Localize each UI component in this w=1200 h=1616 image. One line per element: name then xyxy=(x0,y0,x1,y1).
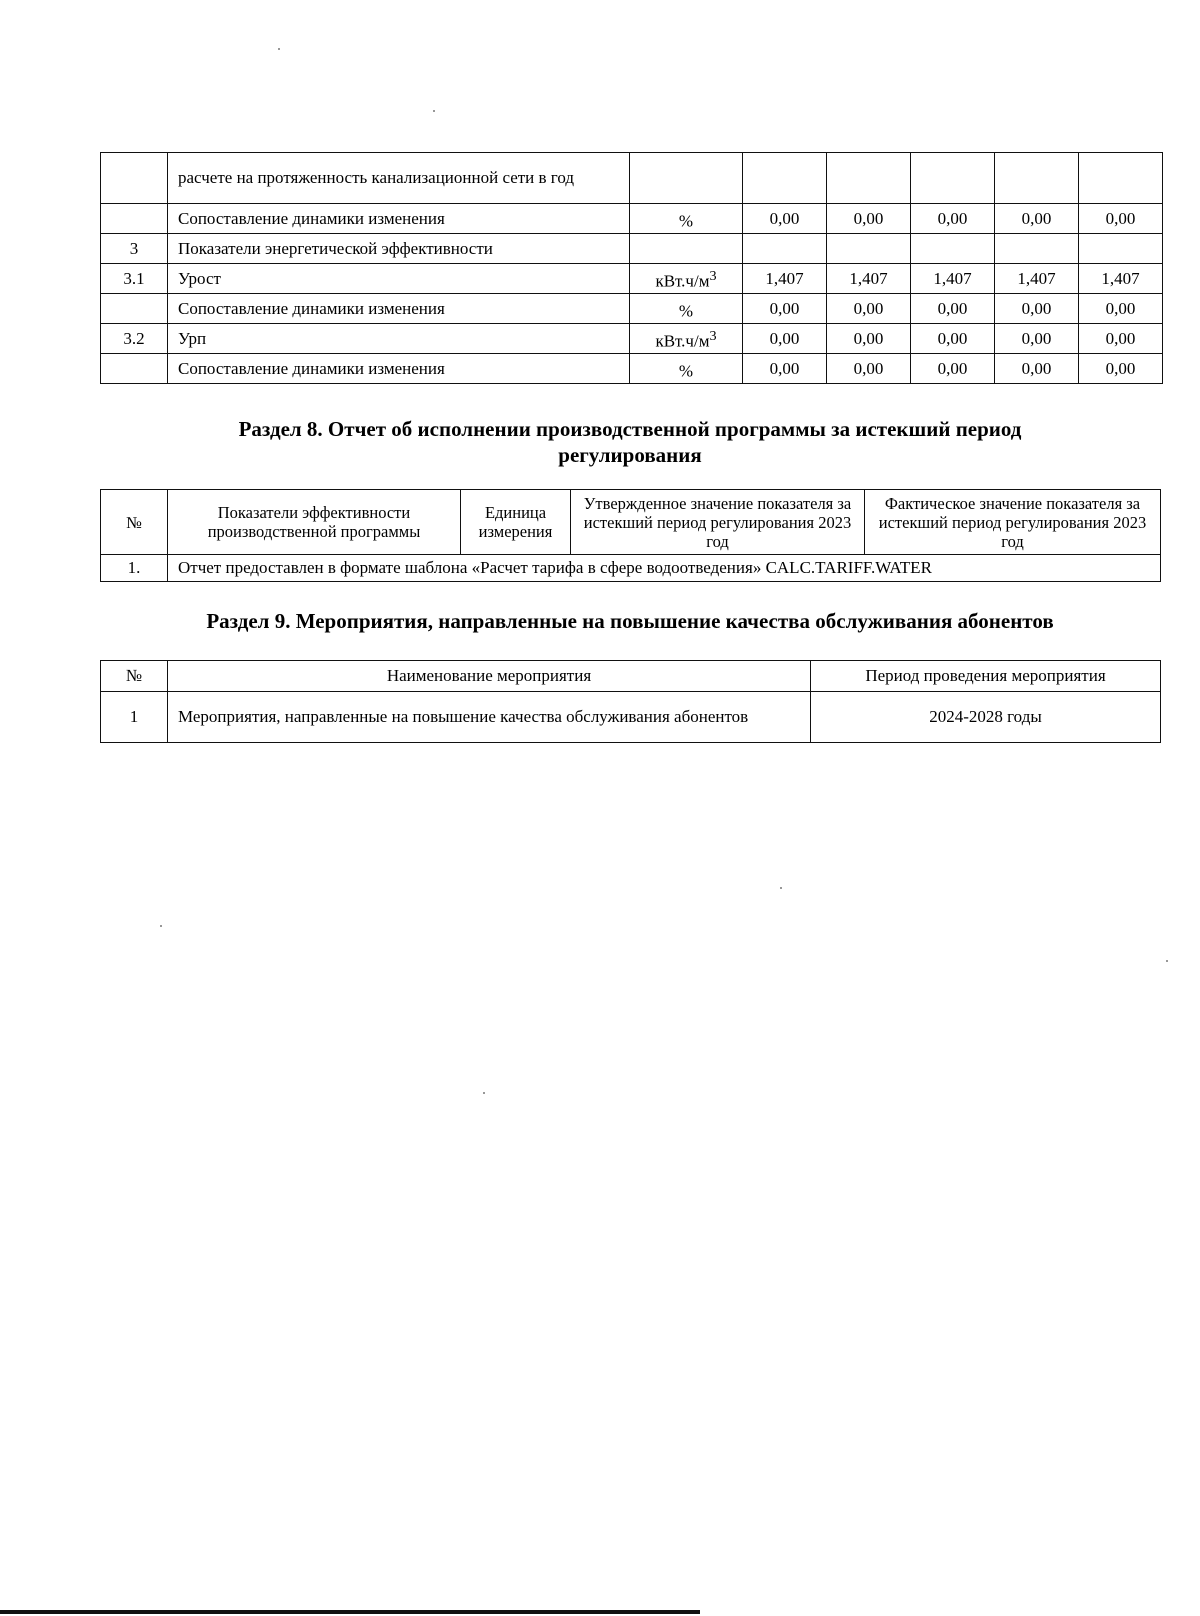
value-cell: 0,00 xyxy=(827,204,911,234)
value-cell: 0,00 xyxy=(743,204,827,234)
value-cell xyxy=(995,153,1079,204)
table-row xyxy=(101,324,1163,354)
indicators-table xyxy=(100,152,1163,384)
measure-name: Мероприятия, направленные на повышение качества обслуживания абонентов xyxy=(168,692,811,743)
value-cell xyxy=(743,234,827,264)
value-cell: 0,00 xyxy=(995,204,1079,234)
indicator-name: Сопоставление динамики изменения xyxy=(168,354,630,384)
table-header-row xyxy=(101,661,1161,692)
table-row xyxy=(101,264,1163,294)
value-cell: 0,00 xyxy=(911,294,995,324)
col-header-number: № xyxy=(101,661,168,692)
value-cell: 1,407 xyxy=(743,264,827,294)
unit-cell xyxy=(630,294,743,324)
section8-title-line2: регулирования xyxy=(558,443,702,467)
section9-table xyxy=(100,660,1161,743)
unit-text: кВт.ч/м xyxy=(655,331,710,351)
indicator-name: Урост xyxy=(168,264,630,294)
row-number: 3.2 xyxy=(101,324,168,354)
section8-title xyxy=(100,416,1160,468)
scan-speck xyxy=(780,887,782,889)
indicator-name: расчете на протяженность канализационной сети в год xyxy=(168,153,630,204)
row-number xyxy=(101,204,168,234)
value-cell: 0,00 xyxy=(827,324,911,354)
value-cell: 0,00 xyxy=(911,324,995,354)
unit-text: % xyxy=(678,361,694,381)
col-header-period: Период проведения мероприятия xyxy=(811,661,1161,692)
value-cell: 1,407 xyxy=(1079,264,1163,294)
value-cell xyxy=(911,234,995,264)
section8-table xyxy=(100,489,1161,582)
scan-speck xyxy=(160,925,162,927)
value-cell xyxy=(827,234,911,264)
measure-period: 2024-2028 годы xyxy=(811,692,1161,743)
unit-superscript: 3 xyxy=(709,327,717,344)
value-cell: 0,00 xyxy=(1079,204,1163,234)
value-cell: 0,00 xyxy=(911,354,995,384)
value-cell: 0,00 xyxy=(743,324,827,354)
value-cell xyxy=(1079,234,1163,264)
unit-cell xyxy=(630,234,743,264)
row-number: 3.1 xyxy=(101,264,168,294)
value-cell xyxy=(827,153,911,204)
table-row xyxy=(101,555,1161,582)
value-cell: 0,00 xyxy=(743,294,827,324)
value-cell: 0,00 xyxy=(827,294,911,324)
value-cell: 0,00 xyxy=(1079,354,1163,384)
scan-speck xyxy=(278,48,280,50)
value-cell: 0,00 xyxy=(1079,294,1163,324)
indicator-name: Сопоставление динамики изменения xyxy=(168,294,630,324)
section8-title-line1: Раздел 8. Отчет об исполнении производственной программы за истекший период xyxy=(238,417,1022,441)
row-number: 1. xyxy=(101,555,168,582)
unit-cell xyxy=(630,264,743,294)
table-row xyxy=(101,354,1163,384)
col-header-unit: Единица измерения xyxy=(461,490,571,555)
table-row xyxy=(101,294,1163,324)
table-row xyxy=(101,204,1163,234)
col-header-approved-value: Утвержденное значение показателя за истекший период регулирования 2023 год xyxy=(571,490,865,555)
row-number xyxy=(101,153,168,204)
unit-cell xyxy=(630,324,743,354)
value-cell: 0,00 xyxy=(1079,324,1163,354)
value-cell xyxy=(995,234,1079,264)
row-number: 3 xyxy=(101,234,168,264)
row-number xyxy=(101,354,168,384)
unit-text: % xyxy=(678,301,694,321)
unit-cell xyxy=(630,354,743,384)
scan-speck xyxy=(433,110,435,112)
table-row xyxy=(101,692,1161,743)
value-cell xyxy=(1079,153,1163,204)
unit-superscript: 3 xyxy=(709,267,717,284)
section9-title-text: Раздел 9. Мероприятия, направленные на повышение качества обслуживания абонентов xyxy=(206,609,1054,633)
value-cell: 0,00 xyxy=(995,294,1079,324)
report-note: Отчет предоставлен в формате шаблона «Расчет тарифа в сфере водоотведения» CALC.TARIFF.WATER xyxy=(168,555,1161,582)
value-cell: 0,00 xyxy=(827,354,911,384)
table-row xyxy=(101,234,1163,264)
col-header-measure-name: Наименование мероприятия xyxy=(168,661,811,692)
table-row xyxy=(101,153,1163,204)
row-number: 1 xyxy=(101,692,168,743)
scan-speck xyxy=(1166,960,1168,962)
row-number xyxy=(101,294,168,324)
indicators-table-body xyxy=(101,153,1163,384)
scan-speck xyxy=(483,1092,485,1094)
value-cell: 0,00 xyxy=(995,354,1079,384)
col-header-indicators: Показатели эффективности производственной программы xyxy=(168,490,461,555)
unit-cell xyxy=(630,204,743,234)
value-cell xyxy=(743,153,827,204)
value-cell: 1,407 xyxy=(827,264,911,294)
unit-text: кВт.ч/м xyxy=(655,271,710,291)
indicator-name: Показатели энергетической эффективности xyxy=(168,234,630,264)
table-header-row xyxy=(101,490,1161,555)
value-cell: 0,00 xyxy=(743,354,827,384)
value-cell: 0,00 xyxy=(911,204,995,234)
col-header-number: № xyxy=(101,490,168,555)
unit-text: % xyxy=(678,211,694,231)
indicator-name: Сопоставление динамики изменения xyxy=(168,204,630,234)
unit-cell xyxy=(630,153,743,204)
scan-edge-line xyxy=(0,1610,700,1614)
col-header-actual-value: Фактическое значение показателя за истекший период регулирования 2023 год xyxy=(865,490,1161,555)
value-cell: 1,407 xyxy=(995,264,1079,294)
indicator-name: Урп xyxy=(168,324,630,354)
value-cell: 0,00 xyxy=(995,324,1079,354)
section9-title xyxy=(100,608,1160,634)
value-cell xyxy=(911,153,995,204)
value-cell: 1,407 xyxy=(911,264,995,294)
